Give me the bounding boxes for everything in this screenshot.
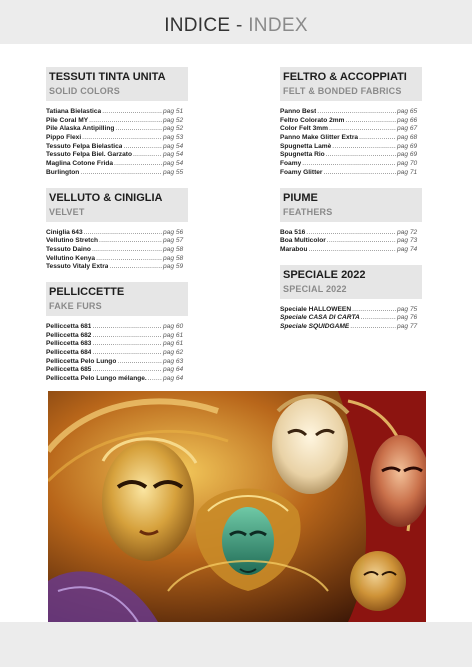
dot-leader — [324, 169, 396, 178]
dot-leader — [133, 151, 162, 160]
entry-name: Pelliccetta 684 — [46, 349, 92, 356]
entry-name: Spugnetta Rio — [280, 151, 325, 159]
entry-name: Pelliccetta 681 — [46, 322, 92, 330]
index-entry[interactable] — [280, 151, 422, 160]
index-section — [280, 188, 422, 255]
section-title: VELLUTO & CINIGLIA — [49, 191, 163, 204]
index-entry[interactable] — [46, 143, 188, 152]
index-section — [280, 265, 422, 332]
entry-name: Boa Multicolor — [280, 237, 326, 245]
entry-page-number: pag 55 — [163, 168, 184, 176]
entry-name: Feltro Colorato 2mm — [280, 116, 345, 124]
dot-leader — [123, 143, 162, 152]
index-entry[interactable] — [46, 160, 188, 169]
index-entry[interactable] — [280, 246, 422, 255]
entry-page-number: pag 65 — [397, 108, 418, 115]
entry-page-number: pag 69 — [397, 142, 418, 150]
index-left-column — [46, 67, 188, 394]
footer-band — [0, 622, 472, 667]
index-entry[interactable] — [46, 332, 188, 341]
section-subtitle: FELT & BONDED FABRICS — [283, 86, 402, 96]
dot-leader — [89, 117, 162, 126]
index-entry[interactable] — [46, 108, 188, 117]
section-title: SPECIALE 2022 — [283, 268, 366, 281]
dot-leader — [352, 306, 396, 315]
entry-page-number: pag 77 — [397, 322, 418, 330]
index-entry[interactable] — [280, 160, 422, 169]
entry-page-number: pag 76 — [397, 314, 418, 322]
entry-name: Pile Alaska Antipilling — [46, 125, 115, 133]
section-header — [46, 282, 188, 316]
entry-name: Speciale CASA DI CARTA — [280, 314, 360, 322]
index-entry[interactable] — [46, 323, 188, 332]
dot-leader — [117, 358, 162, 367]
index-entry[interactable] — [46, 237, 188, 246]
dot-leader — [326, 151, 396, 160]
dot-leader — [350, 323, 396, 332]
index-entry[interactable] — [46, 125, 188, 134]
section-header — [46, 188, 188, 222]
index-entry[interactable] — [46, 358, 188, 367]
entry-page-number: pag 68 — [397, 134, 418, 142]
dot-leader — [115, 125, 162, 134]
entry-name: Pelliccetta Pelo Lungo — [46, 357, 117, 365]
entry-page-number: pag 58 — [163, 245, 184, 253]
entry-page-number: pag 51 — [163, 108, 184, 115]
dot-leader — [92, 366, 162, 375]
index-entry[interactable] — [46, 151, 188, 160]
dot-leader — [359, 134, 396, 143]
dot-leader — [102, 108, 162, 117]
title-separator: - — [235, 15, 243, 36]
entry-page-number: pag 57 — [163, 237, 184, 245]
entry-page-number: pag 74 — [397, 245, 418, 253]
entry-name: Panno Make Glitter Extra — [280, 134, 359, 142]
title-english: INDEX — [248, 15, 308, 36]
index-entry[interactable] — [46, 263, 188, 272]
section-title: TESSUTI TINTA UNITA — [49, 71, 166, 83]
section-header — [280, 265, 422, 299]
dot-leader — [345, 117, 396, 126]
dot-leader — [332, 143, 396, 152]
entry-page-number: pag 63 — [163, 357, 184, 365]
index-entry[interactable] — [46, 169, 188, 178]
entry-name: Vellutino Kenya — [46, 254, 96, 262]
index-section — [46, 188, 188, 272]
entry-name: Tessuto Felpa Bielastica — [46, 142, 123, 150]
section-subtitle: VELVET — [49, 206, 85, 217]
section-subtitle: SOLID COLORS — [49, 86, 120, 96]
entry-page-number: pag 62 — [163, 349, 184, 356]
entry-name: Foamy — [280, 160, 302, 168]
entry-page-number: pag 54 — [163, 142, 184, 150]
entry-name: Pelliccetta 682 — [46, 331, 92, 339]
index-entry[interactable] — [280, 314, 422, 323]
index-section — [46, 282, 188, 384]
entry-name: Maglina Cotone Frida — [46, 160, 114, 168]
dot-leader — [327, 237, 396, 246]
entry-page-number: pag 71 — [397, 168, 418, 176]
section-subtitle: FEATHERS — [283, 206, 333, 217]
entry-name: Pelliccetta 683 — [46, 340, 92, 348]
index-entry[interactable] — [46, 117, 188, 126]
entry-page-number: pag 54 — [163, 151, 184, 159]
dot-leader — [92, 323, 162, 332]
dot-leader — [329, 125, 396, 134]
entry-page-number: pag 60 — [163, 322, 184, 330]
section-title: PELLICCETTE — [49, 285, 125, 298]
index-entry[interactable] — [280, 229, 422, 238]
entry-name: Pelliccetta Pelo Lungo mélange. — [46, 375, 147, 383]
entry-page-number: pag 64 — [163, 366, 184, 374]
entry-page-number: pag 59 — [163, 263, 184, 271]
index-entry[interactable] — [46, 340, 188, 349]
dot-leader — [92, 246, 162, 255]
entry-name: Pelliccetta 685 — [46, 366, 92, 374]
entry-page-number: pag 52 — [163, 116, 184, 124]
index-entry[interactable] — [46, 366, 188, 375]
entry-page-number: pag 72 — [397, 228, 418, 236]
dot-leader — [82, 134, 162, 143]
index-entry[interactable] — [280, 143, 422, 152]
entry-name: Tessuto Daino — [46, 245, 91, 253]
index-entry[interactable] — [46, 246, 188, 255]
index-entry[interactable] — [46, 229, 188, 238]
dot-leader — [308, 246, 396, 255]
entry-name: Boa 516 — [280, 228, 306, 236]
entry-name: Ciniglia 643 — [46, 228, 83, 236]
entry-name: Pile Coral MY — [46, 116, 89, 124]
index-entry[interactable] — [46, 255, 188, 264]
index-entry[interactable] — [280, 108, 422, 117]
entry-name: Tessuto Vitaly Extra — [46, 263, 109, 271]
index-entry[interactable] — [280, 117, 422, 126]
index-right-column — [280, 67, 422, 342]
dot-leader — [92, 349, 162, 358]
entry-name: Vellutino Stretch — [46, 237, 99, 245]
dot-leader — [317, 108, 396, 117]
dot-leader — [99, 237, 162, 246]
section-title: PIUME — [283, 191, 318, 204]
dot-leader — [148, 375, 162, 384]
dot-leader — [96, 255, 162, 264]
entry-page-number: pag 61 — [163, 340, 184, 348]
entry-name: Marabou — [280, 245, 308, 253]
entry-name: Color Felt 3mm — [280, 125, 328, 133]
index-entry[interactable] — [280, 169, 422, 178]
entry-name: Speciale SQUIDGAME — [280, 322, 350, 330]
index-entry[interactable] — [46, 375, 188, 384]
index-entry[interactable] — [280, 134, 422, 143]
entry-name: Spugnetta Lamè — [280, 142, 332, 150]
dot-leader — [80, 169, 162, 178]
entry-page-number: pag 56 — [163, 228, 184, 236]
dot-leader — [302, 160, 396, 169]
index-entry[interactable] — [280, 125, 422, 134]
dot-leader — [92, 332, 162, 341]
index-entry[interactable] — [280, 306, 422, 315]
dot-leader — [109, 263, 162, 272]
entry-name: Tessuto Felpa Biel. Garzato — [46, 151, 132, 159]
dot-leader — [361, 314, 396, 323]
index-section — [280, 67, 422, 178]
index-entry[interactable] — [46, 349, 188, 358]
dot-leader — [306, 229, 396, 238]
entry-name: Tatiana Bielastica — [46, 108, 102, 115]
entry-page-number: pag 69 — [397, 151, 418, 159]
entry-page-number: pag 73 — [397, 237, 418, 245]
dot-leader — [84, 229, 162, 238]
entry-name: Speciale HALLOWEEN — [280, 305, 352, 313]
section-subtitle: FAKE FURS — [49, 300, 102, 311]
dot-leader — [114, 160, 162, 169]
dot-leader — [92, 340, 162, 349]
entry-page-number: pag 61 — [163, 331, 184, 339]
carnival-masks-image — [48, 391, 426, 622]
section-header — [280, 67, 422, 101]
title-italian: INDICE — [164, 15, 231, 36]
section-subtitle: SPECIAL 2022 — [283, 283, 347, 294]
entry-page-number: pag 54 — [163, 160, 184, 168]
entry-page-number: pag 53 — [163, 134, 184, 142]
entry-name: Burlington — [46, 168, 80, 176]
entry-name: Pippo Flexi — [46, 134, 82, 142]
entry-page-number: pag 64 — [163, 375, 184, 383]
page-title — [0, 15, 472, 37]
entry-name: Panno Best — [280, 108, 317, 115]
entry-page-number: pag 67 — [397, 125, 418, 133]
entry-page-number: pag 75 — [397, 305, 418, 313]
entry-page-number: pag 70 — [397, 160, 418, 168]
index-entry[interactable] — [280, 323, 422, 332]
entry-page-number: pag 58 — [163, 254, 184, 262]
entry-name: Foamy Glitter — [280, 168, 323, 176]
section-title: FELTRO & ACCOPPIATI — [283, 71, 407, 83]
section-header — [46, 67, 188, 101]
entry-page-number: pag 66 — [397, 116, 418, 124]
section-header — [280, 188, 422, 222]
index-section — [46, 67, 188, 178]
entry-page-number: pag 52 — [163, 125, 184, 133]
index-entry[interactable] — [280, 237, 422, 246]
index-entry[interactable] — [46, 134, 188, 143]
